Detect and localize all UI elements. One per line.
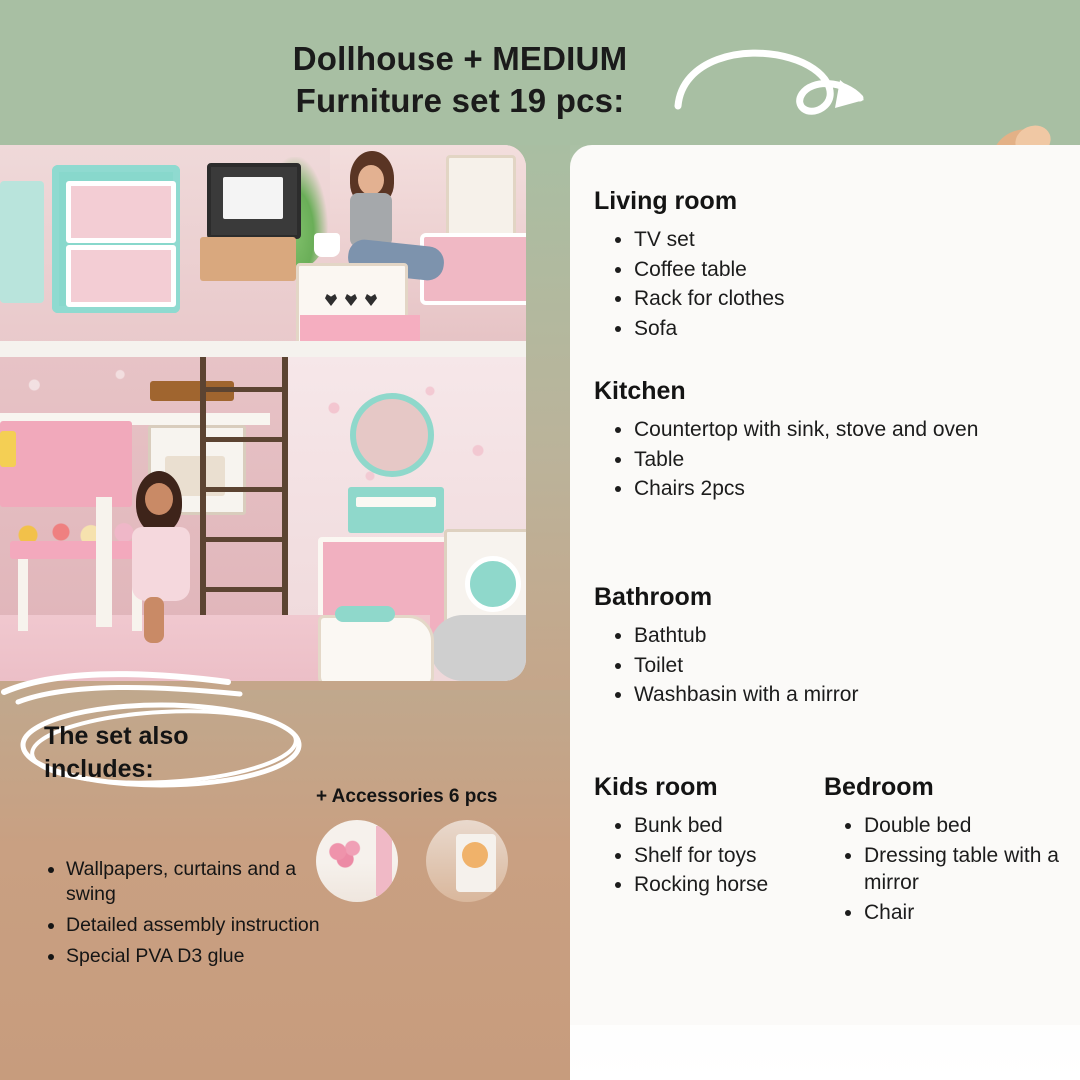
room-list-kids-room [594,812,824,899]
room-section-living-room [594,187,1024,345]
room-section-bathroom [594,583,1024,711]
accessories-title: + Accessories 6 pcs [316,786,498,807]
room-title-kids-room: Kids room [594,773,718,801]
room-list-living-room [594,226,1024,343]
list-item: • Rocking horse [634,871,824,899]
room-title-bathroom: Bathroom [594,583,713,611]
curved-arrow-icon [672,42,882,132]
list-item: • Shelf for toys [634,842,824,870]
room-title-kitchen: Kitchen [594,377,686,405]
accessories-thumbnails [316,820,556,902]
contents-card [570,145,1080,1025]
list-item: • TV set [634,226,1024,254]
also-includes-title [44,720,344,785]
page-title-line-1: Dollhouse + MEDIUM [292,40,628,77]
room-list-bedroom [824,812,1074,927]
photo-toilet [318,615,434,681]
room-list-bathroom [594,622,1024,709]
also-includes-title-line-1: The set also [44,722,189,750]
list-item: • Washbasin with a mirror [634,681,1024,709]
list-item: • Detailed assembly instruction [66,913,344,938]
room-section-kitchen [594,377,1024,505]
list-item: • Table [634,446,1024,474]
also-includes-list [44,857,344,969]
accessory-photo-2 [426,820,508,902]
room-title-bedroom: Bedroom [824,773,934,801]
photo-doll-lower [128,471,218,643]
list-item: • Double bed [864,812,1074,840]
list-item: • Toilet [634,652,1024,680]
also-includes-title-line-2: includes: [44,754,154,783]
list-item: • Dressing table with a mirror [864,842,1074,897]
photo-tv-set [207,163,301,239]
list-item: • Coffee table [634,256,1024,284]
list-item: • Wallpapers, curtains and a swing [66,857,344,907]
accessories-section [316,786,556,902]
page-title-line-2: Furniture set 19 pcs: [295,82,625,120]
room-title-living-room: Living room [594,187,738,215]
list-item: • Sofa [634,315,1024,343]
also-includes-section [44,720,344,975]
list-item: • Rack for clothes [634,285,1024,313]
list-item: • Countertop with sink, stove and oven [634,416,1024,444]
list-item: • Bunk bed [634,812,824,840]
dollhouse-photo [0,145,526,681]
photo-round-mirror [350,393,434,477]
room-section-bedroom [824,773,1074,929]
list-item: • Bathtub [634,622,1024,650]
room-list-kitchen [594,416,1024,503]
list-item: • Special PVA D3 glue [66,944,344,969]
list-item: • Chair [864,899,1074,927]
room-section-kids-room [594,773,824,901]
list-item: • Chairs 2pcs [634,475,1024,503]
accessory-photo-1 [316,820,398,902]
